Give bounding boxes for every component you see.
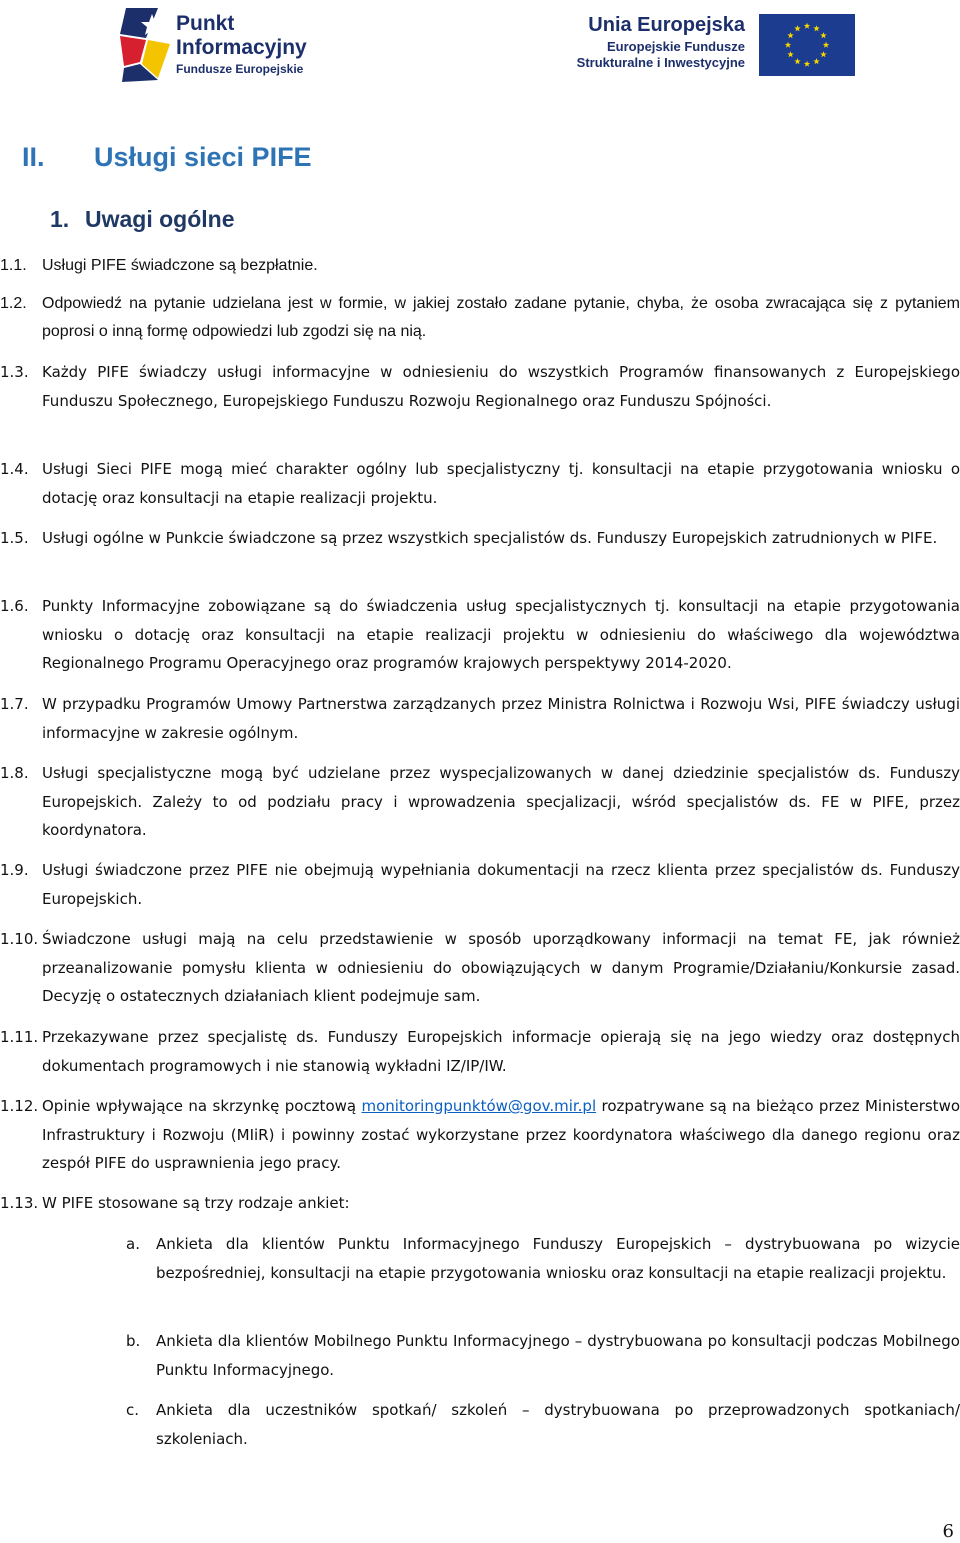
item-text: Przekazywane przez specjalistę ds. Funduszy Europejskich informacje opierają się na jego wiedzy oraz dostępnych dokumentach programowych i nie stanowią wykładni IZ/IP/IW. [42, 1028, 960, 1075]
list-item [0, 856, 960, 913]
item-number: 1.5. [0, 529, 29, 547]
section-number: II. [22, 142, 45, 172]
logo-right-line1: Unia Europejska [588, 14, 745, 36]
item-text: W PIFE stosowane są trzy rodzaje ankiet: [42, 1194, 350, 1212]
list-item [0, 1023, 960, 1080]
survey-item [0, 1230, 960, 1287]
logo-left-line2: Informacyjny [176, 36, 307, 59]
item-number: 1.1. [0, 257, 27, 274]
page-number: 6 [942, 1521, 954, 1542]
list-item [0, 759, 960, 845]
item-number: 1.3. [0, 363, 29, 381]
survey-item [0, 1327, 960, 1384]
email-link[interactable]: monitoringpunktów@gov.mir.pl [361, 1097, 597, 1115]
list-item [0, 1189, 960, 1218]
item-text: W przypadku Programów Umowy Partnerstwa zarządzanych przez Ministra Rolnictwa i Rozwoju Wsi, PIFE świadczy usługi informacyjne w zakresie ogólnym. [42, 695, 960, 742]
item-number: 1.10. [0, 930, 39, 948]
eu-logo [576, 14, 855, 76]
item-text [42, 1092, 960, 1178]
item-text: Odpowiedź na pytanie udzielana jest w formie, w jakiej zostało zadane pytanie, chyba, że osoba zwracająca się z pytaniem poprosi o inną formę odpowiedzi lub zgodzi się na nią. [42, 295, 960, 340]
list-item [0, 358, 960, 415]
logo-right-line2: Europejskie Fundusze [607, 39, 745, 54]
logo-right-line3: Strukturalne i Inwestycyjne [576, 55, 745, 70]
section-heading [22, 142, 312, 173]
survey-text: Ankieta dla uczestników spotkań/ szkoleń – dystrybuowana po przeprowadzonych spotkaniach/ szkoleniach. [156, 1401, 960, 1448]
survey-text: Ankieta dla klientów Mobilnego Punktu Informacyjnego – dystrybuowana po konsultacji podczas Mobilnego Punktu Informacyjnego. [156, 1332, 960, 1379]
item-text-before: Opinie wpływające na skrzynkę pocztową [42, 1097, 362, 1115]
pife-logo-mark [118, 4, 174, 84]
item-text-after: rozpatrywane są na bieżąco przez Ministerstwo Infrastruktury i Rozwoju (MIiR) i powinny zostać wykorzystane przez koordynatora właściwego dla danego regionu oraz zespół PIFE do usprawnienia jego pracy. [42, 1097, 960, 1172]
survey-letter: b. [126, 1332, 141, 1350]
subsection-title: Uwagi ogólne [85, 206, 235, 232]
item-number: 1.6. [0, 597, 29, 615]
survey-letter: c. [126, 1401, 140, 1419]
list-item [0, 252, 960, 280]
item-number: 1.11. [0, 1028, 39, 1046]
list-item [0, 524, 960, 553]
item-number: 1.2. [0, 295, 27, 312]
list-item [0, 592, 960, 678]
list-item [0, 925, 960, 1011]
item-text: Każdy PIFE świadczy usługi informacyjne w odniesieniu do wszystkich Programów finansowanych z Europejskiego Funduszu Społecznego, Europejskiego Funduszu Rozwoju Regionalnego oraz Funduszu Spójności. [42, 363, 960, 410]
list-item [0, 690, 960, 747]
pife-logo [118, 4, 318, 84]
item-text: Usługi ogólne w Punkcie świadczone są przez wszystkich specjalistów ds. Funduszy Europejskich zatrudnionych w PIFE. [42, 529, 938, 547]
survey-item [0, 1396, 960, 1453]
logo-left-line3: Fundusze Europejskie [176, 62, 304, 76]
item-number: 1.4. [0, 460, 29, 478]
item-text: Usługi świadczone przez PIFE nie obejmują wypełniania dokumentacji na rzecz klienta przez specjalistów ds. Funduszy Europejskich. [42, 861, 960, 908]
item-text: Usługi Sieci PIFE mogą mieć charakter ogólny lub specjalistyczny tj. konsultacji na etapie przygotowania wniosku o dotację oraz konsultacji na etapie realizacji projektu. [42, 460, 960, 507]
subsection-number: 1. [50, 206, 70, 232]
item-text: Usługi specjalistyczne mogą być udzielane przez wyspecjalizowanych w danej dziedzinie specjalistów ds. Funduszy Europejskich. Zależy to od podziału pracy i wprowadzenia specjalizacji, wśród specjalistów ds. FE w PIFE, przez koordynatora. [42, 764, 960, 839]
eu-flag-icon [759, 14, 855, 76]
item-text: Usługi PIFE świadczone są bezpłatnie. [42, 257, 318, 274]
list-item [0, 455, 960, 512]
subsection-heading [50, 206, 235, 233]
item-text: Punkty Informacyjne zobowiązane są do świadczenia usług specjalistycznych tj. konsultacji na etapie przygotowania wniosku o dotację oraz konsultacji na etapie realizacji projektu w odniesieniu do właściwego dla województwa Regionalnego Programu Operacyjnego oraz programów krajowych perspektywy 2014-2020. [42, 597, 960, 672]
item-number: 1.7. [0, 695, 29, 713]
survey-letter: a. [126, 1235, 140, 1253]
item-text: Świadczone usługi mają na celu przedstawienie w sposób uporządkowany informacji na temat FE, jak również przeanalizowanie pomysłu klienta w odniesieniu do obowiązujących w danym Programie/Działaniu/Konkursie zasad. Decyzję o ostatecznych działaniach klient podejmuje sam. [42, 930, 960, 1005]
section-title: Usługi sieci PIFE [94, 142, 312, 172]
item-number: 1.13. [0, 1194, 39, 1212]
item-number: 1.12. [0, 1097, 39, 1115]
survey-text: Ankieta dla klientów Punktu Informacyjnego Funduszy Europejskich – dystrybuowana po wizycie bezpośredniej, konsultacji na etapie przygotowania wniosku oraz konsultacji na etapie realizacji projektu. [156, 1235, 960, 1282]
logo-left-line1: Punkt [176, 12, 235, 35]
list-item [0, 1092, 960, 1178]
item-number: 1.8. [0, 764, 29, 782]
list-item [0, 290, 960, 346]
item-number: 1.9. [0, 861, 29, 879]
